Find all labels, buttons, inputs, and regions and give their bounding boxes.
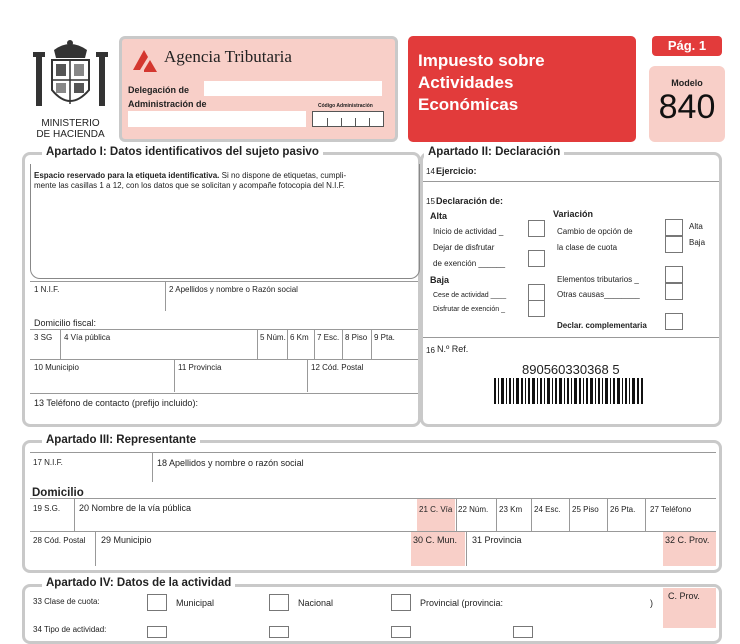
apellidos-label: 2 Apellidos y nombre o Razón social	[169, 285, 298, 294]
tipo-checkbox-2[interactable]	[269, 626, 289, 638]
ministry-name: MINISTERIO DE HACIENDA	[36, 118, 105, 140]
via-publica-label: 4 Vía pública	[64, 333, 111, 342]
clase-cuota-label: 33 Clase de cuota:	[33, 597, 100, 606]
modelo-number: 840	[658, 88, 716, 126]
section-4-title: Apartado IV: Datos de la actividad	[42, 577, 235, 589]
baja-heading: Baja	[430, 275, 450, 285]
ejercicio-num: 14	[426, 167, 435, 176]
section-3-title: Apartado III: Representante	[42, 434, 200, 446]
cese-label: Cese de actividad ____	[433, 292, 507, 299]
section-4-frame	[22, 584, 722, 644]
section-2-title: Apartado II: Declaración	[424, 146, 564, 158]
cambio-baja-checkbox[interactable]	[665, 236, 683, 253]
inicio-label: Inicio de actividad _	[433, 227, 504, 236]
tipo-checkbox-1[interactable]	[147, 626, 167, 638]
barcode-icon	[494, 378, 644, 404]
cese-checkbox[interactable]	[528, 284, 545, 301]
rep-cprov-label: 32 C. Prov.	[665, 535, 710, 545]
piso-label: 8 Piso	[345, 333, 368, 342]
provincia-label: 11 Provincia	[178, 363, 222, 372]
km-label: 6 Km	[290, 333, 309, 342]
rep-cvia-cell	[417, 499, 455, 531]
rep-sg-label: 19 S.G.	[33, 504, 61, 513]
rep-municipio-field[interactable]	[96, 532, 410, 566]
label-space-text	[34, 171, 414, 191]
cambio-label-2: la clase de cuota	[557, 243, 618, 252]
section-1-title: Apartado I: Datos identificativos del sujeto pasivo	[42, 146, 323, 158]
ejercicio-field[interactable]	[486, 164, 716, 178]
ref-num: 16	[426, 346, 435, 355]
nacional-label: Nacional	[298, 598, 334, 608]
apellidos-field[interactable]	[166, 282, 418, 312]
rep-pta-label: 26 Pta.	[610, 505, 636, 514]
rep-provincia-field[interactable]	[467, 532, 662, 566]
telefono-label: 13 Teléfono de contacto (prefijo incluido):	[34, 398, 198, 408]
num-label: 5 Núm.	[260, 333, 286, 342]
act-cprov-label: C. Prov.	[668, 591, 700, 601]
ministry-logo	[28, 38, 113, 138]
rep-piso-label: 25 Piso	[572, 505, 599, 514]
rep-telefono-label: 27 Teléfono	[650, 505, 692, 514]
declaracion-label: Declaración de:	[436, 196, 504, 206]
tipo-checkbox-4[interactable]	[513, 626, 533, 638]
nif-field[interactable]	[30, 282, 164, 312]
rep-cmun-label: 30 C. Mun.	[413, 535, 458, 545]
rep-domicilio-label: Domicilio	[32, 487, 84, 499]
sg-label: 3 SG	[34, 333, 53, 342]
inicio-checkbox[interactable]	[528, 220, 545, 237]
otras-checkbox[interactable]	[665, 283, 683, 300]
cambio-label-1: Cambio de opción de	[557, 227, 633, 236]
ref-label: N.º Ref.	[437, 344, 469, 354]
baja-option-label: Baja	[689, 238, 706, 247]
alta-option-label: Alta	[689, 222, 703, 231]
dejar-checkbox[interactable]	[528, 250, 545, 267]
provincial-label: Provincial (provincia:	[420, 598, 504, 608]
tipo-actividad-label: 34 Tipo de actividad:	[33, 625, 107, 634]
rep-cvia-label: 21 C. Vía	[419, 505, 453, 514]
reserved-text-2: mente las casillas 1 a 12, con los datos que se solicitan y acompañe fotocopia del N.I.F.	[34, 181, 345, 190]
modelo-box	[649, 66, 725, 142]
municipio-field[interactable]	[30, 360, 173, 392]
rep-cod-postal-label: 28 Cód. Postal	[33, 536, 86, 545]
ref-value: 890560330368 5	[522, 362, 620, 377]
tax-title-box	[408, 36, 636, 142]
municipal-label: Municipal	[176, 598, 215, 608]
rep-provincia-label: 31 Provincia	[472, 535, 522, 545]
rep-nif-label: 17 N.I.F.	[33, 458, 63, 467]
disfrutar-checkbox[interactable]	[528, 300, 545, 317]
rep-via-label: 20 Nombre de la vía pública	[79, 503, 192, 513]
provincia-field[interactable]	[175, 360, 307, 392]
dejar-label-1: Dejar de disfrutar	[433, 243, 495, 252]
agencia-logo-icon	[130, 46, 160, 76]
agency-name: Agencia Tributaria	[164, 47, 292, 66]
codigo-admin-field[interactable]	[312, 111, 384, 127]
provincial-close: )	[650, 598, 653, 608]
tipo-checkbox-3[interactable]	[391, 626, 411, 638]
administracion-field[interactable]	[128, 111, 306, 127]
reserved-bold: Espacio reservado para la etiqueta identificativa.	[34, 171, 220, 180]
declar-complementaria-label: Declar. complementaria	[557, 321, 647, 330]
alta-heading: Alta	[430, 211, 448, 221]
nacional-checkbox[interactable]	[269, 594, 289, 611]
delegacion-field[interactable]	[204, 81, 382, 96]
agency-box	[119, 36, 398, 142]
cod-postal-label: 12 Cód. Postal	[311, 363, 364, 372]
municipio-label: 10 Municipio	[34, 363, 79, 372]
ejercicio-label: Ejercicio:	[436, 166, 477, 176]
otras-label: Otras causas________	[557, 290, 640, 299]
administracion-label: Administración de	[128, 99, 207, 109]
coat-of-arms-icon	[28, 38, 113, 116]
variacion-heading: Variación	[553, 209, 594, 219]
elementos-label: Elementos tributarios _	[557, 275, 639, 284]
rep-via-field[interactable]	[75, 499, 416, 531]
rep-esc-label: 24 Esc.	[534, 505, 561, 514]
delegacion-label: Delegación de	[128, 85, 190, 95]
rep-apellidos-label: 18 Apellidos y nombre o razón social	[157, 458, 304, 468]
rep-municipio-label: 29 Municipio	[101, 535, 152, 545]
provincial-checkbox[interactable]	[391, 594, 411, 611]
rep-num-label: 22 Núm.	[458, 505, 489, 514]
page-badge: Pág. 1	[652, 36, 722, 56]
reserved-text-1: Si no dispone de etiquetas, cumpli-	[219, 171, 347, 180]
dejar-label-2: de exención ______	[433, 259, 506, 268]
nif-label: 1 N.I.F.	[34, 285, 60, 294]
municipal-checkbox[interactable]	[147, 594, 167, 611]
rep-km-label: 23 Km	[499, 505, 523, 514]
codigo-admin-label: Código Administración	[318, 103, 373, 109]
esc-label: 7 Esc.	[317, 333, 340, 342]
rep-apellidos-field[interactable]	[153, 453, 713, 482]
cambio-alta-checkbox[interactable]	[665, 219, 683, 236]
declar-complementaria-checkbox[interactable]	[665, 313, 683, 330]
declaracion-num: 15	[426, 197, 435, 206]
tax-title: Impuesto sobre Actividades Económicas	[418, 51, 545, 114]
domicilio-fiscal-label: Domicilio fiscal:	[34, 318, 97, 328]
elementos-checkbox[interactable]	[665, 266, 683, 283]
telefono-field[interactable]	[225, 395, 415, 417]
via-publica-field[interactable]	[61, 330, 257, 359]
pta-label: 9 Pta.	[374, 333, 395, 342]
modelo-label: Modelo	[671, 78, 703, 88]
disfrutar-label: Disfrutar de exención _	[433, 306, 505, 313]
